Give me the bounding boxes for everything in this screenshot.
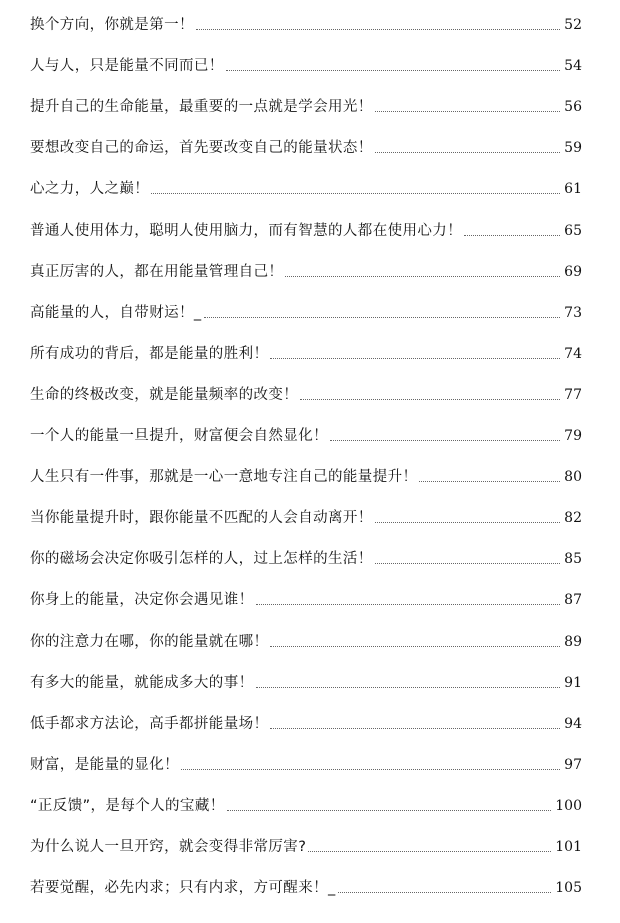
toc-dot-leader <box>375 110 560 112</box>
toc-entry[interactable] <box>30 380 582 404</box>
toc-entry-page-number: 73 <box>564 304 582 321</box>
toc-entry-page-number: 97 <box>564 756 582 773</box>
toc-entry[interactable] <box>30 668 582 692</box>
toc-entry-page-number: 54 <box>564 58 582 75</box>
toc-dot-leader <box>375 151 560 153</box>
toc-entry-page-number: 65 <box>564 222 582 239</box>
toc-entry[interactable] <box>30 709 582 733</box>
toc-entry-page-number: 52 <box>564 17 582 33</box>
toc-entry-page-number: 56 <box>564 99 582 116</box>
toc-entry-page-number: 79 <box>564 428 582 444</box>
toc-entry-page-number: 100 <box>555 797 582 814</box>
toc-entry-title: 若要觉醒，必先内求；只有内求，方可醒来！_ <box>30 880 336 897</box>
toc-entry-title: 你的注意力在哪，你的能量就在哪！ <box>30 633 269 650</box>
toc-entry-title: 财富，是能量的显化！ <box>30 756 179 773</box>
toc-entry-page-number: 59 <box>564 140 582 157</box>
toc-dot-leader <box>308 850 551 852</box>
toc-entry-title: 你身上的能量，决定你会遇见谁！ <box>30 592 254 609</box>
toc-entry-title: 所有成功的背后，都是能量的胜利！ <box>30 345 269 362</box>
toc-entry-page-number: 101 <box>555 839 582 855</box>
toc-dot-leader <box>338 891 552 893</box>
toc-entry-page-number: 61 <box>564 181 582 198</box>
toc-dot-leader <box>270 645 560 647</box>
toc-entry[interactable] <box>30 298 582 322</box>
toc-entry-page-number: 94 <box>564 715 582 732</box>
toc-entry[interactable] <box>30 503 582 527</box>
toc-entry[interactable] <box>30 750 582 774</box>
toc-entry[interactable] <box>30 421 582 445</box>
toc-entry[interactable] <box>30 585 582 609</box>
toc-entry[interactable] <box>30 791 582 815</box>
toc-entry[interactable] <box>30 92 582 116</box>
toc-dot-leader <box>270 727 560 729</box>
toc-dot-leader <box>270 357 560 359</box>
toc-entry[interactable] <box>30 832 582 856</box>
toc-entry[interactable] <box>30 873 582 897</box>
toc-dot-leader <box>330 439 560 441</box>
toc-entry-title: 提升自己的生命能量，最重要的一点就是学会用光！ <box>30 99 373 116</box>
toc-dot-leader <box>419 480 560 482</box>
toc-entry-title: 人与人，只是能量不同而已！ <box>30 58 224 75</box>
toc-entry-page-number: 77 <box>564 386 582 403</box>
toc-dot-leader <box>375 521 560 523</box>
toc-entry-title: 心之力，人之巅！ <box>30 181 150 198</box>
toc-entry-page-number: 91 <box>564 674 582 691</box>
toc-entry-page-number: 80 <box>564 469 582 486</box>
toc-entry-title: 为什么说人一旦开窍，就会变得非常厉害? <box>30 839 307 855</box>
toc-entry-title: 真正厉害的人，都在用能量管理自己！ <box>30 263 284 280</box>
toc-entry-title: 有多大的能量，就能成多大的事！ <box>30 674 254 691</box>
toc-entry[interactable] <box>30 339 582 363</box>
toc-dot-leader <box>464 234 560 236</box>
toc-dot-leader <box>256 686 561 688</box>
toc-entry-title: 生命的终极改变，就是能量频率的改变！ <box>30 386 299 403</box>
toc-dot-leader <box>151 192 560 194</box>
toc-dot-leader <box>181 768 560 770</box>
toc-entry-page-number: 82 <box>564 510 582 527</box>
toc-dot-leader <box>196 28 560 30</box>
toc-entry-title: 一个人的能量一旦提升，财富便会自然显化！ <box>30 428 328 444</box>
toc-entry-title: 当你能量提升时，跟你能量不匹配的人会自动离开！ <box>30 510 373 527</box>
toc-dot-leader <box>375 562 560 564</box>
toc-entry-title: 普通人使用体力，聪明人使用脑力，而有智慧的人都在使用心力！ <box>30 222 463 239</box>
toc-entry[interactable] <box>30 174 582 198</box>
toc-dot-leader <box>285 275 560 277</box>
toc-entry[interactable] <box>30 133 582 157</box>
toc-entry-title: 高能量的人，自带财运！_ <box>30 304 202 321</box>
toc-dot-leader <box>256 603 561 605</box>
toc-entry-page-number: 85 <box>564 551 582 568</box>
toc-entry-page-number: 69 <box>564 263 582 280</box>
toc-entry[interactable] <box>30 51 582 75</box>
toc-dot-leader <box>300 398 560 400</box>
toc-entry-title: “正反馈”，是每个人的宝藏！ <box>30 797 225 814</box>
toc-entry[interactable] <box>30 462 582 486</box>
toc-entry[interactable] <box>30 544 582 568</box>
toc-entry-page-number: 105 <box>555 880 582 897</box>
toc-entry[interactable] <box>30 257 582 281</box>
toc-entry-title: 你的磁场会决定你吸引怎样的人，过上怎样的生活！ <box>30 551 373 568</box>
toc-dot-leader <box>227 809 552 811</box>
toc-entry-page-number: 89 <box>564 633 582 650</box>
toc-dot-leader <box>204 316 561 318</box>
toc-entry-page-number: 87 <box>564 592 582 609</box>
toc-entry[interactable] <box>30 216 582 240</box>
toc-entry-title: 人生只有一件事，那就是一心一意地专注自己的能量提升！ <box>30 469 418 486</box>
toc-entry-title: 低手都求方法论，高手都拼能量场！ <box>30 715 269 732</box>
toc-entry[interactable] <box>30 10 582 34</box>
toc-entry-page-number: 74 <box>564 345 582 362</box>
toc-entry[interactable] <box>30 627 582 651</box>
toc-entry-title: 要想改变自己的命运，首先要改变自己的能量状态！ <box>30 140 373 157</box>
toc-entry-title: 换个方向，你就是第一！ <box>30 17 194 33</box>
toc-dot-leader <box>226 69 560 71</box>
